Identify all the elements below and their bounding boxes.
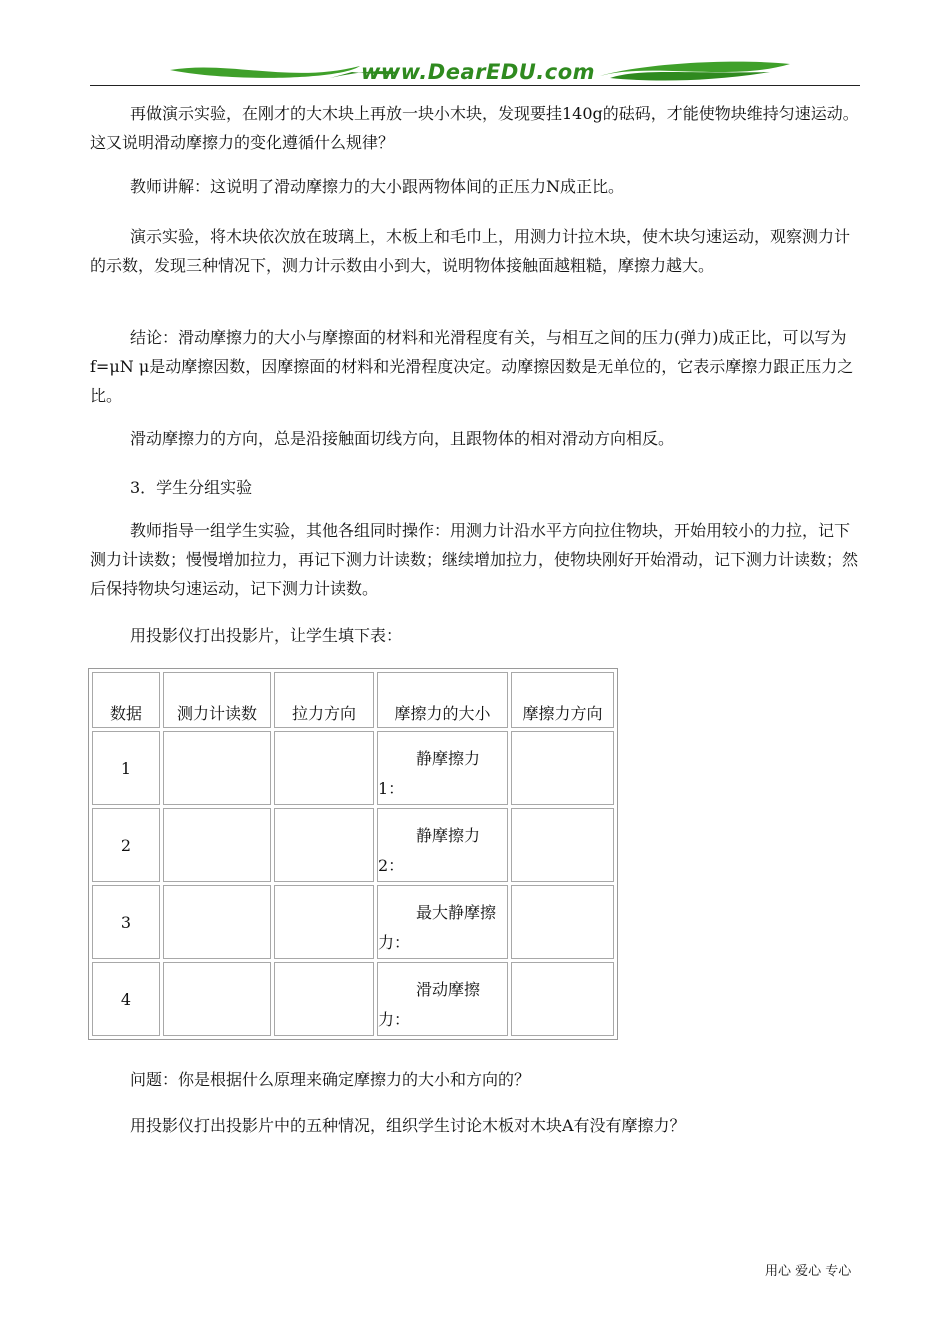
row-number: 3 xyxy=(92,885,160,959)
table-header-cell: 摩擦力的大小 xyxy=(377,672,508,728)
friction-direction-cell xyxy=(511,731,614,805)
row-number: 1 xyxy=(92,731,160,805)
friction-direction-cell xyxy=(511,808,614,882)
friction-label: 静摩擦力 xyxy=(416,826,481,845)
table-header-row xyxy=(92,672,614,728)
table-row xyxy=(92,885,614,959)
friction-size-cell xyxy=(377,885,508,959)
table-header-cell: 数据 xyxy=(92,672,160,728)
friction-label-cont: 力： xyxy=(378,933,411,952)
friction-size-cell xyxy=(377,808,508,882)
table-row xyxy=(92,731,614,805)
paragraph: 教师指导一组学生实验，其他各组同时操作：用测力计沿水平方向拉住物块，开始用较小的力拉，记下测力计读数；慢慢增加拉力，再记下测力计读数；继续增加拉力，使物块刚好开始滑动，记下测力计读数；然后保持物块匀速运动，记下测力计读数。 xyxy=(90,521,859,598)
reading-cell xyxy=(163,962,271,1036)
page-header xyxy=(90,58,860,90)
friction-direction-cell xyxy=(511,962,614,1036)
paragraph: 问题：你是根据什么原理来确定摩擦力的大小和方向的？ xyxy=(130,1070,531,1089)
friction-label: 滑动摩擦 xyxy=(416,980,481,999)
reading-cell xyxy=(163,808,271,882)
site-url[interactable]: www.DearEDU.com xyxy=(360,60,596,84)
direction-cell xyxy=(274,885,374,959)
page-footer: 用心 爱心 专心 xyxy=(765,1264,852,1279)
paragraph: 教师讲解：这说明了滑动摩擦力的大小跟两物体间的正压力N成正比。 xyxy=(130,177,625,196)
paragraph: 滑动摩擦力的方向，总是沿接触面切线方向，且跟物体的相对滑动方向相反。 xyxy=(130,429,675,448)
reading-cell xyxy=(163,731,271,805)
row-number: 2 xyxy=(92,808,160,882)
table-row xyxy=(92,808,614,882)
header-divider xyxy=(90,85,860,86)
experiment-table xyxy=(88,668,618,1040)
direction-cell xyxy=(274,808,374,882)
section-heading: 3．学生分组实验 xyxy=(130,478,253,497)
friction-label-cont: 1： xyxy=(378,779,405,798)
table-header-cell: 测力计读数 xyxy=(163,672,271,728)
paragraph: 用投影仪打出投影片，让学生填下表： xyxy=(130,626,403,645)
friction-size-cell xyxy=(377,962,508,1036)
paragraph: 再做演示实验，在刚才的大木块上再放一块小木块，发现要挂140g的砝码，才能使物块维持匀速运动。这又说明滑动摩擦力的变化遵循什么规律？ xyxy=(90,104,859,152)
friction-label: 最大静摩擦 xyxy=(416,903,497,922)
row-number: 4 xyxy=(92,962,160,1036)
friction-label-cont: 2： xyxy=(378,856,405,875)
direction-cell xyxy=(274,962,374,1036)
table-header-cell: 拉力方向 xyxy=(274,672,374,728)
reading-cell xyxy=(163,885,271,959)
table-header-cell: 摩擦力方向 xyxy=(511,672,614,728)
paragraph: 演示实验，将木块依次放在玻璃上，木板上和毛巾上，用测力计拉木块，使木块匀速运动，观察测力计的示数，发现三种情况下，测力计示数由小到大，说明物体接触面越粗糙，摩擦力越大。 xyxy=(90,227,851,275)
paragraph: 结论：滑动摩擦力的大小与摩擦面的材料和光滑程度有关，与相互之间的压力(弹力)成正比，可以写为f=μN μ是动摩擦因数，因摩擦面的材料和光滑程度决定。动摩擦因数是无单位的，它表示摩擦力跟正压力之比。 xyxy=(90,328,854,405)
friction-direction-cell xyxy=(511,885,614,959)
friction-label: 静摩擦力 xyxy=(416,749,481,768)
paragraph: 用投影仪打出投影片中的五种情况，组织学生讨论木板对木块A有没有摩擦力？ xyxy=(130,1116,686,1135)
direction-cell xyxy=(274,731,374,805)
table-row xyxy=(92,962,614,1036)
friction-label-cont: 力： xyxy=(378,1010,411,1029)
friction-size-cell xyxy=(377,731,508,805)
